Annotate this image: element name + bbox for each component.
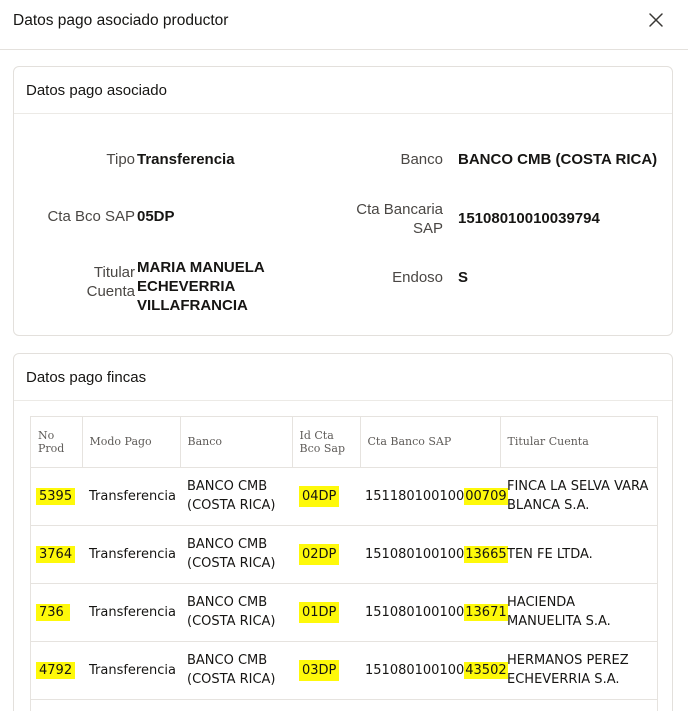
cta-prefix: 151080100100 — [365, 662, 465, 678]
close-button[interactable] — [645, 9, 667, 31]
highlighted-id-cta: 04DP — [299, 486, 339, 507]
col-header-id-cta[interactable] — [292, 417, 360, 467]
titular-cuenta-value — [137, 258, 265, 315]
tipo-value: Transferencia — [137, 151, 235, 168]
card-divider — [14, 400, 672, 401]
cell-id-cta — [292, 525, 360, 583]
cell-id-cta — [292, 583, 360, 641]
cell-banco — [180, 583, 292, 641]
cell-titular-line1: HACIENDA — [507, 595, 575, 610]
table-row[interactable] — [31, 525, 657, 583]
cta-bco-sap-value: 05DP — [137, 208, 175, 225]
cell-cta-banco-sap — [360, 641, 507, 699]
cell-titular-line1: TEN FE LTDA. — [507, 546, 593, 562]
col-header-titular-cuenta[interactable]: Titular Cuenta — [500, 417, 657, 467]
titular-cuenta-label — [87, 263, 135, 301]
cell-banco-line1: BANCO CMB — [187, 537, 268, 552]
cell-titular-cuenta — [500, 641, 657, 699]
banco-label: Banco — [400, 151, 443, 168]
cell-modo-pago: Transferencia — [82, 583, 180, 641]
cta-prefix: 151080100100 — [365, 604, 465, 620]
cell-titular-cuenta — [500, 525, 657, 583]
table-row[interactable] — [31, 641, 657, 699]
pago-fincas-card — [13, 353, 673, 711]
cell-id-cta — [292, 467, 360, 525]
cta-bancaria-sap-label — [356, 200, 443, 238]
cell-modo-pago: Transferencia — [82, 467, 180, 525]
cell-titular-line2: MANUELITA S.A. — [507, 614, 611, 629]
cta-bancaria-sap-label-line1: Cta Bancaria — [356, 201, 443, 218]
highlighted-id-cta: 01DP — [299, 602, 339, 623]
cell-banco — [180, 525, 292, 583]
cell-banco — [180, 641, 292, 699]
cell-titular-line1: FINCA LA SELVA VARA — [507, 479, 649, 494]
cell-banco-line2: (COSTA RICA) — [187, 614, 276, 629]
titular-cuenta-value-line3: VILLAFRANCIA — [137, 297, 248, 314]
cell-no-prod — [31, 641, 82, 699]
cell-titular-line1: HERMANOS PEREZ — [507, 653, 629, 668]
col-header-cta-banco-sap[interactable]: Cta Banco SAP — [360, 417, 500, 467]
pago-fincas-title: Datos pago fincas — [26, 369, 147, 386]
endoso-label: Endoso — [392, 269, 443, 286]
cell-modo-pago: Transferencia — [82, 641, 180, 699]
col-header-no-prod-line1: No — [38, 428, 55, 442]
cta-bancaria-sap-label-line2: SAP — [412, 220, 443, 237]
highlighted-no-prod: 3764 — [36, 546, 75, 563]
cell-cta-banco-sap — [360, 583, 507, 641]
cell-no-prod — [31, 467, 82, 525]
cell-titular-cuenta — [500, 467, 657, 525]
titular-cuenta-label-line2: Cuenta — [86, 283, 135, 300]
dialog-header — [0, 0, 688, 50]
titular-cuenta-value-line2: ECHEVERRIA — [137, 278, 236, 295]
pago-asociado-title: Datos pago asociado — [26, 82, 167, 99]
highlighted-no-prod: 736 — [36, 604, 70, 621]
banco-value: BANCO CMB (COSTA RICA) — [458, 151, 658, 168]
highlighted-cta-suffix: 13665 — [465, 546, 507, 562]
titular-cuenta-value-line1: MARIA MANUELA — [137, 259, 265, 276]
card-divider — [14, 113, 672, 114]
cell-banco-line1: BANCO CMB — [187, 479, 268, 494]
highlighted-cta-suffix: 00709 — [465, 488, 507, 504]
pago-asociado-card — [13, 66, 673, 336]
cell-banco-line2: (COSTA RICA) — [187, 672, 276, 687]
cell-banco-line2: (COSTA RICA) — [187, 556, 276, 571]
table-header-row — [31, 417, 657, 467]
highlighted-cta-suffix: 43502 — [465, 662, 507, 678]
fincas-table-container[interactable] — [30, 416, 658, 711]
titular-cuenta-label-line1: Titular — [93, 264, 135, 281]
col-header-modo-pago[interactable]: Modo Pago — [82, 417, 180, 467]
cell-banco-line1: BANCO CMB — [187, 595, 268, 610]
cell-cta-banco-sap — [360, 467, 507, 525]
cell-no-prod — [31, 525, 82, 583]
cell-titular-line2: BLANCA S.A. — [507, 498, 590, 513]
cell-no-prod — [31, 583, 82, 641]
table-row[interactable] — [31, 583, 657, 641]
highlighted-no-prod: 5395 — [36, 488, 75, 505]
cta-bco-sap-label: Cta Bco SAP — [47, 208, 135, 225]
cell-modo-pago: Transferencia — [82, 525, 180, 583]
cta-prefix: 151180100100 — [365, 488, 465, 504]
tipo-label: Tipo — [106, 151, 135, 168]
table-row[interactable] — [31, 467, 657, 525]
close-icon — [645, 9, 667, 31]
cta-prefix: 151080100100 — [365, 546, 465, 562]
col-header-no-prod-line2: Prod — [38, 441, 65, 455]
highlighted-no-prod: 4792 — [36, 662, 75, 679]
fincas-table — [31, 417, 657, 700]
cell-banco-line2: (COSTA RICA) — [187, 498, 276, 513]
cell-cta-banco-sap — [360, 525, 507, 583]
col-header-no-prod[interactable] — [31, 417, 82, 467]
endoso-value: S — [458, 269, 469, 286]
cell-titular-cuenta — [500, 583, 657, 641]
col-header-id-cta-line2: Bco Sap — [299, 441, 345, 455]
dialog-title: Datos pago asociado productor — [13, 12, 229, 29]
cell-titular-line2: ECHEVERRIA S.A. — [507, 672, 620, 687]
cta-bancaria-sap-value: 15108010010039794 — [458, 210, 600, 227]
highlighted-id-cta: 02DP — [299, 544, 339, 565]
cell-banco — [180, 467, 292, 525]
cell-banco-line1: BANCO CMB — [187, 653, 268, 668]
highlighted-id-cta: 03DP — [299, 660, 339, 681]
col-header-banco[interactable]: Banco — [180, 417, 292, 467]
highlighted-cta-suffix: 13671 — [465, 604, 507, 620]
col-header-id-cta-line1: Id Cta — [299, 428, 334, 442]
cell-id-cta — [292, 641, 360, 699]
